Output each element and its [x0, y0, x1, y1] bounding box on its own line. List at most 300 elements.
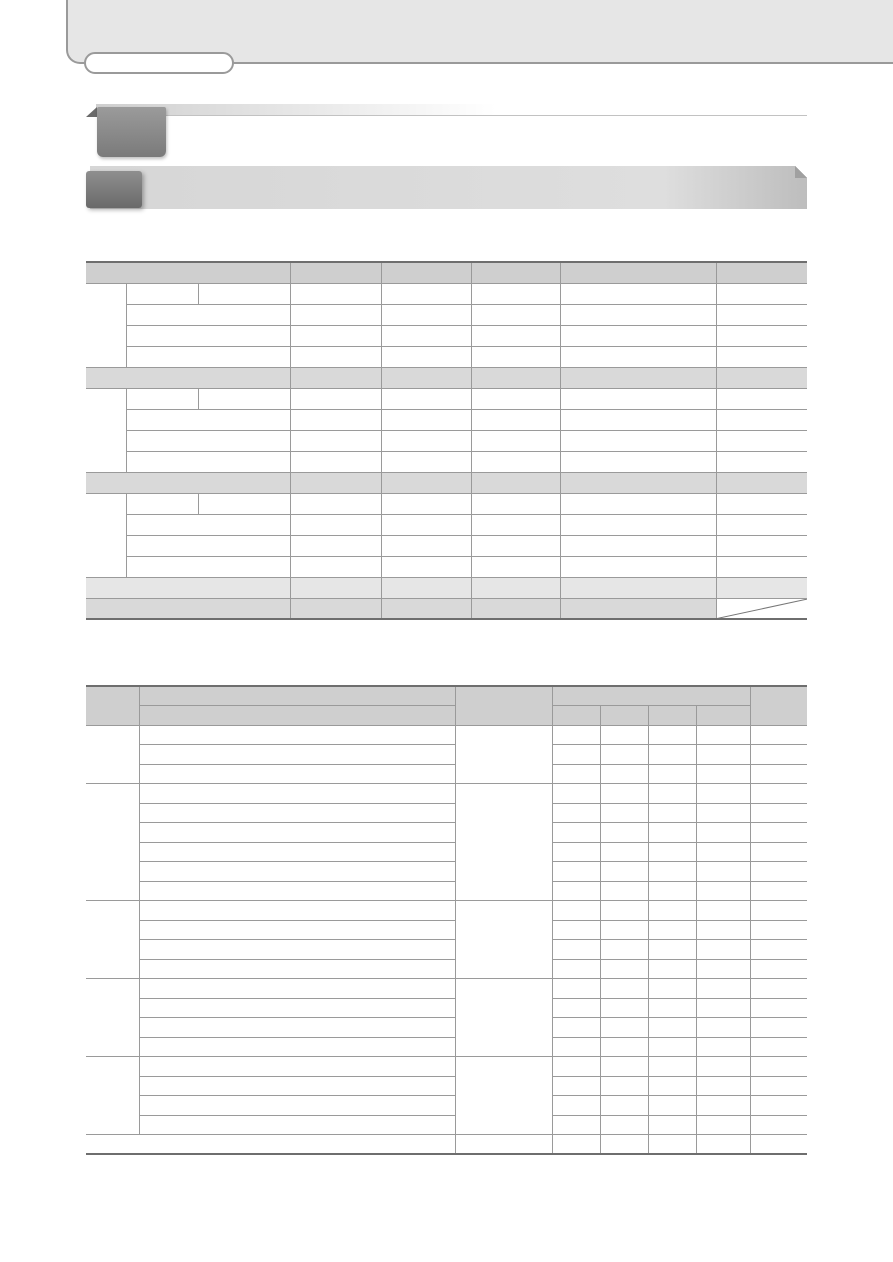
table-cell: [600, 1135, 648, 1155]
table-cell: [716, 283, 807, 304]
table-row: [86, 451, 807, 472]
table-cell: [696, 1018, 750, 1038]
table-row: [86, 862, 807, 882]
table-cell: [471, 598, 560, 619]
header-cell: [455, 686, 552, 725]
table-cell: [750, 725, 807, 745]
table-cell: [139, 764, 455, 784]
table-cell: [471, 451, 560, 472]
table-cell: [750, 1096, 807, 1116]
table-cell: [126, 493, 198, 514]
table-cell: [552, 803, 600, 823]
table-cell: [552, 725, 600, 745]
table-cell: [471, 577, 560, 598]
grand-total-row: [86, 598, 807, 619]
table-cell: [139, 1096, 455, 1116]
table-cell: [126, 283, 198, 304]
table-cell: [560, 388, 716, 409]
page-curl-corner: [795, 166, 807, 178]
table-cell: [696, 862, 750, 882]
table-cell: [381, 535, 471, 556]
table-cell: [750, 979, 807, 999]
header-cell: [552, 706, 600, 726]
section-ribbon-fold: [86, 107, 97, 117]
table-cell: [471, 514, 560, 535]
table-cell: [750, 1018, 807, 1038]
table-row: [86, 745, 807, 765]
table-cell: [198, 493, 290, 514]
subsection-heading-bar: [90, 166, 807, 209]
table-cell: [696, 901, 750, 921]
table-cell: [750, 1057, 807, 1077]
table-cell: [139, 959, 455, 979]
table-cell: [750, 823, 807, 843]
table-cell: [560, 514, 716, 535]
table-cell: [552, 842, 600, 862]
table-cell: [716, 430, 807, 451]
table-row: [86, 940, 807, 960]
table-row: [86, 803, 807, 823]
table-cell: [648, 901, 696, 921]
table-cell: [381, 430, 471, 451]
table-cell: [139, 1057, 455, 1077]
merged-cell: [455, 725, 552, 784]
table-cell: [552, 979, 600, 999]
table-cell: [290, 472, 381, 493]
table-cell: [600, 725, 648, 745]
table-row: [86, 346, 807, 367]
table-cell: [716, 535, 807, 556]
table-row: [86, 409, 807, 430]
table-cell: [648, 1135, 696, 1155]
table-cell: [696, 764, 750, 784]
header-cell: [648, 706, 696, 726]
table-cell: [716, 514, 807, 535]
table-cell: [560, 451, 716, 472]
table-cell: [471, 283, 560, 304]
table-cell: [600, 1076, 648, 1096]
table-cell: [600, 901, 648, 921]
table-cell: [290, 493, 381, 514]
merged-cell: [455, 1057, 552, 1135]
table-cell: [139, 862, 455, 882]
table-cell: [552, 1096, 600, 1116]
table-cell: [750, 803, 807, 823]
table-cell: [600, 803, 648, 823]
table-cell: [750, 1076, 807, 1096]
group-label-cell: [86, 493, 126, 577]
table-cell: [560, 472, 716, 493]
table-cell: [126, 409, 290, 430]
table-cell: [126, 304, 290, 325]
table-cell: [648, 862, 696, 882]
table-cell: [696, 842, 750, 862]
table-row: [86, 823, 807, 843]
table-cell: [381, 325, 471, 346]
table-cell: [139, 745, 455, 765]
table-cell: [471, 409, 560, 430]
table-cell: [126, 430, 290, 451]
table-cell: [381, 409, 471, 430]
table-cell: [600, 1115, 648, 1135]
table-cell: [696, 1037, 750, 1057]
table-cell: [648, 745, 696, 765]
table-row: [86, 959, 807, 979]
table-cell: [139, 1037, 455, 1057]
table-cell: [716, 493, 807, 514]
table-cell: [552, 998, 600, 1018]
table-cell: [600, 920, 648, 940]
group-label-cell: [86, 1057, 139, 1135]
table-cell: [560, 535, 716, 556]
table-cell: [600, 1018, 648, 1038]
table-subheader-row: [86, 706, 807, 726]
table-cell: [198, 388, 290, 409]
table-cell: [290, 283, 381, 304]
table-cell: [381, 283, 471, 304]
table-cell: [560, 598, 716, 619]
table-cell: [560, 283, 716, 304]
table-cell: [600, 940, 648, 960]
table-cell: [381, 346, 471, 367]
table-row: [86, 1018, 807, 1038]
table-cell: [139, 1076, 455, 1096]
table-cell: [716, 325, 807, 346]
table-cell: [716, 346, 807, 367]
table-cell: [552, 823, 600, 843]
table-row: [86, 1096, 807, 1116]
table-cell: [600, 959, 648, 979]
table-cell: [600, 1096, 648, 1116]
table-row: [86, 842, 807, 862]
table-cell: [198, 283, 290, 304]
table-cell: [750, 842, 807, 862]
table-header-row: [86, 686, 807, 706]
header-cell: [471, 262, 560, 283]
table-cell: [696, 803, 750, 823]
table-cell: [139, 784, 455, 804]
table-cell: [471, 325, 560, 346]
subtotal-row: [86, 472, 807, 493]
table-cell: [750, 1135, 807, 1155]
total-row: [86, 577, 807, 598]
table-row: [86, 784, 807, 804]
header-cell: [139, 706, 455, 726]
table-cell: [750, 784, 807, 804]
table-cell: [648, 1037, 696, 1057]
table-cell: [648, 1115, 696, 1135]
table-cell: [750, 920, 807, 940]
detail-table: [86, 685, 807, 1155]
table-cell: [716, 409, 807, 430]
table-cell: [290, 409, 381, 430]
total-row: [86, 1135, 807, 1155]
table-cell: [139, 725, 455, 745]
table-cell: [648, 998, 696, 1018]
table-cell: [290, 346, 381, 367]
header-cell: [86, 686, 139, 725]
table-cell: [696, 998, 750, 1018]
table-row: [86, 725, 807, 745]
table-cell: [381, 577, 471, 598]
table-cell: [716, 472, 807, 493]
group-label-cell: [86, 979, 139, 1057]
table-cell: [139, 920, 455, 940]
table-cell: [560, 430, 716, 451]
table-cell: [648, 1096, 696, 1116]
table-cell: [139, 842, 455, 862]
table-row: [86, 979, 807, 999]
header-cell: [560, 262, 716, 283]
table-cell: [716, 367, 807, 388]
grand-total-label-cell: [86, 598, 290, 619]
table-cell: [139, 940, 455, 960]
table-cell: [600, 998, 648, 1018]
table-cell: [696, 959, 750, 979]
subsection-tab: [86, 171, 142, 208]
table-cell: [552, 1135, 600, 1155]
table-cell: [471, 304, 560, 325]
table-cell: [126, 451, 290, 472]
diagonal-blank-cell: [716, 598, 807, 619]
table-row: [86, 920, 807, 940]
table-cell: [471, 430, 560, 451]
table-cell: [750, 959, 807, 979]
table-cell: [600, 979, 648, 999]
table-cell: [381, 388, 471, 409]
table-cell: [471, 493, 560, 514]
table-row: [86, 388, 807, 409]
table-cell: [552, 1037, 600, 1057]
table-cell: [648, 920, 696, 940]
table-cell: [552, 1018, 600, 1038]
table-cell: [139, 901, 455, 921]
table-row: [86, 430, 807, 451]
table-cell: [648, 940, 696, 960]
summary-table: [86, 261, 807, 620]
table-cell: [552, 920, 600, 940]
table-row: [86, 1076, 807, 1096]
table-cell: [471, 367, 560, 388]
table-cell: [139, 998, 455, 1018]
table-row: [86, 1057, 807, 1077]
header-cell: [139, 686, 455, 706]
table-cell: [750, 901, 807, 921]
table-row: [86, 881, 807, 901]
table-cell: [600, 745, 648, 765]
table-cell: [552, 1115, 600, 1135]
table-cell: [381, 514, 471, 535]
table-cell: [552, 764, 600, 784]
group-label-cell: [86, 725, 139, 784]
header-cell: [86, 262, 290, 283]
table-cell: [139, 979, 455, 999]
table-cell: [648, 784, 696, 804]
table-cell: [139, 823, 455, 843]
table-row: [86, 325, 807, 346]
table-cell: [560, 493, 716, 514]
table-cell: [290, 430, 381, 451]
table-cell: [552, 745, 600, 765]
group-label-cell: [86, 388, 126, 472]
total-label-cell: [86, 577, 290, 598]
table-cell: [560, 367, 716, 388]
table-cell: [552, 901, 600, 921]
group-label-cell: [86, 283, 126, 367]
section-ribbon-tab: [97, 107, 166, 157]
table-cell: [126, 346, 290, 367]
merged-cell: [455, 784, 552, 901]
table-cell: [696, 784, 750, 804]
table-row: [86, 535, 807, 556]
table-cell: [600, 823, 648, 843]
table-cell: [696, 1135, 750, 1155]
table-cell: [696, 823, 750, 843]
table-cell: [750, 1037, 807, 1057]
table-cell: [560, 325, 716, 346]
table-cell: [552, 959, 600, 979]
table-cell: [696, 1076, 750, 1096]
table-cell: [552, 784, 600, 804]
table-cell: [471, 472, 560, 493]
table-cell: [381, 493, 471, 514]
table-cell: [560, 346, 716, 367]
table-cell: [290, 535, 381, 556]
table-cell: [600, 842, 648, 862]
table-cell: [750, 998, 807, 1018]
table-cell: [696, 725, 750, 745]
table-cell: [455, 1135, 552, 1155]
table-cell: [126, 535, 290, 556]
table-cell: [696, 920, 750, 940]
table-cell: [552, 1057, 600, 1077]
table-cell: [290, 514, 381, 535]
table-cell: [139, 803, 455, 823]
table-cell: [290, 388, 381, 409]
table-cell: [139, 881, 455, 901]
table-cell: [750, 764, 807, 784]
table-row: [86, 556, 807, 577]
table-cell: [696, 745, 750, 765]
table-cell: [139, 1115, 455, 1135]
table-row: [86, 493, 807, 514]
table-cell: [126, 388, 198, 409]
total-label-cell: [86, 1135, 455, 1155]
table-cell: [126, 325, 290, 346]
diagonal-slash: [717, 599, 808, 619]
header-cell: [552, 686, 750, 706]
chapter-label-pill: [84, 52, 234, 74]
table-cell: [560, 556, 716, 577]
table-cell: [600, 1037, 648, 1057]
table-cell: [648, 764, 696, 784]
table-cell: [560, 409, 716, 430]
header-cell: [696, 706, 750, 726]
table-cell: [648, 842, 696, 862]
table-cell: [471, 556, 560, 577]
table-cell: [381, 451, 471, 472]
table-cell: [600, 862, 648, 882]
header-cell: [381, 262, 471, 283]
table-row: [86, 998, 807, 1018]
table-cell: [600, 1057, 648, 1077]
table-cell: [648, 803, 696, 823]
table-cell: [290, 556, 381, 577]
table-cell: [716, 556, 807, 577]
table-cell: [696, 881, 750, 901]
header-cell: [290, 262, 381, 283]
table-row: [86, 901, 807, 921]
table-row: [86, 514, 807, 535]
table-cell: [381, 598, 471, 619]
table-cell: [648, 1057, 696, 1077]
table-cell: [290, 325, 381, 346]
table-cell: [648, 881, 696, 901]
section-heading-rule: [150, 115, 807, 116]
table-cell: [139, 1018, 455, 1038]
table-cell: [290, 367, 381, 388]
table-cell: [750, 940, 807, 960]
table-cell: [600, 764, 648, 784]
table-row: [86, 764, 807, 784]
table-cell: [750, 745, 807, 765]
subtotal-row: [86, 367, 807, 388]
table-cell: [126, 514, 290, 535]
table-cell: [290, 304, 381, 325]
group-label-cell: [86, 901, 139, 979]
table-cell: [552, 1076, 600, 1096]
table-cell: [471, 535, 560, 556]
table-cell: [648, 1018, 696, 1038]
table-header-row: [86, 262, 807, 283]
subtotal-label-cell: [86, 367, 290, 388]
table-cell: [381, 304, 471, 325]
header-cell: [750, 686, 807, 725]
table-cell: [648, 959, 696, 979]
table-cell: [552, 862, 600, 882]
table-row: [86, 304, 807, 325]
table-cell: [290, 577, 381, 598]
table-cell: [648, 823, 696, 843]
table-cell: [716, 388, 807, 409]
table-row: [86, 283, 807, 304]
table-cell: [126, 556, 290, 577]
table-cell: [696, 979, 750, 999]
table-cell: [696, 940, 750, 960]
subtotal-label-cell: [86, 472, 290, 493]
table-cell: [290, 451, 381, 472]
table-cell: [716, 577, 807, 598]
table-cell: [750, 1115, 807, 1135]
table-cell: [696, 1096, 750, 1116]
table-cell: [290, 598, 381, 619]
table-cell: [716, 451, 807, 472]
table-cell: [648, 1076, 696, 1096]
table-cell: [560, 577, 716, 598]
table-cell: [600, 784, 648, 804]
group-label-cell: [86, 784, 139, 901]
merged-cell: [455, 979, 552, 1057]
table-row: [86, 1037, 807, 1057]
table-cell: [552, 881, 600, 901]
table-cell: [381, 472, 471, 493]
table-cell: [716, 304, 807, 325]
table-row: [86, 1115, 807, 1135]
table-cell: [648, 725, 696, 745]
table-cell: [696, 1057, 750, 1077]
header-cell: [600, 706, 648, 726]
table-cell: [648, 979, 696, 999]
